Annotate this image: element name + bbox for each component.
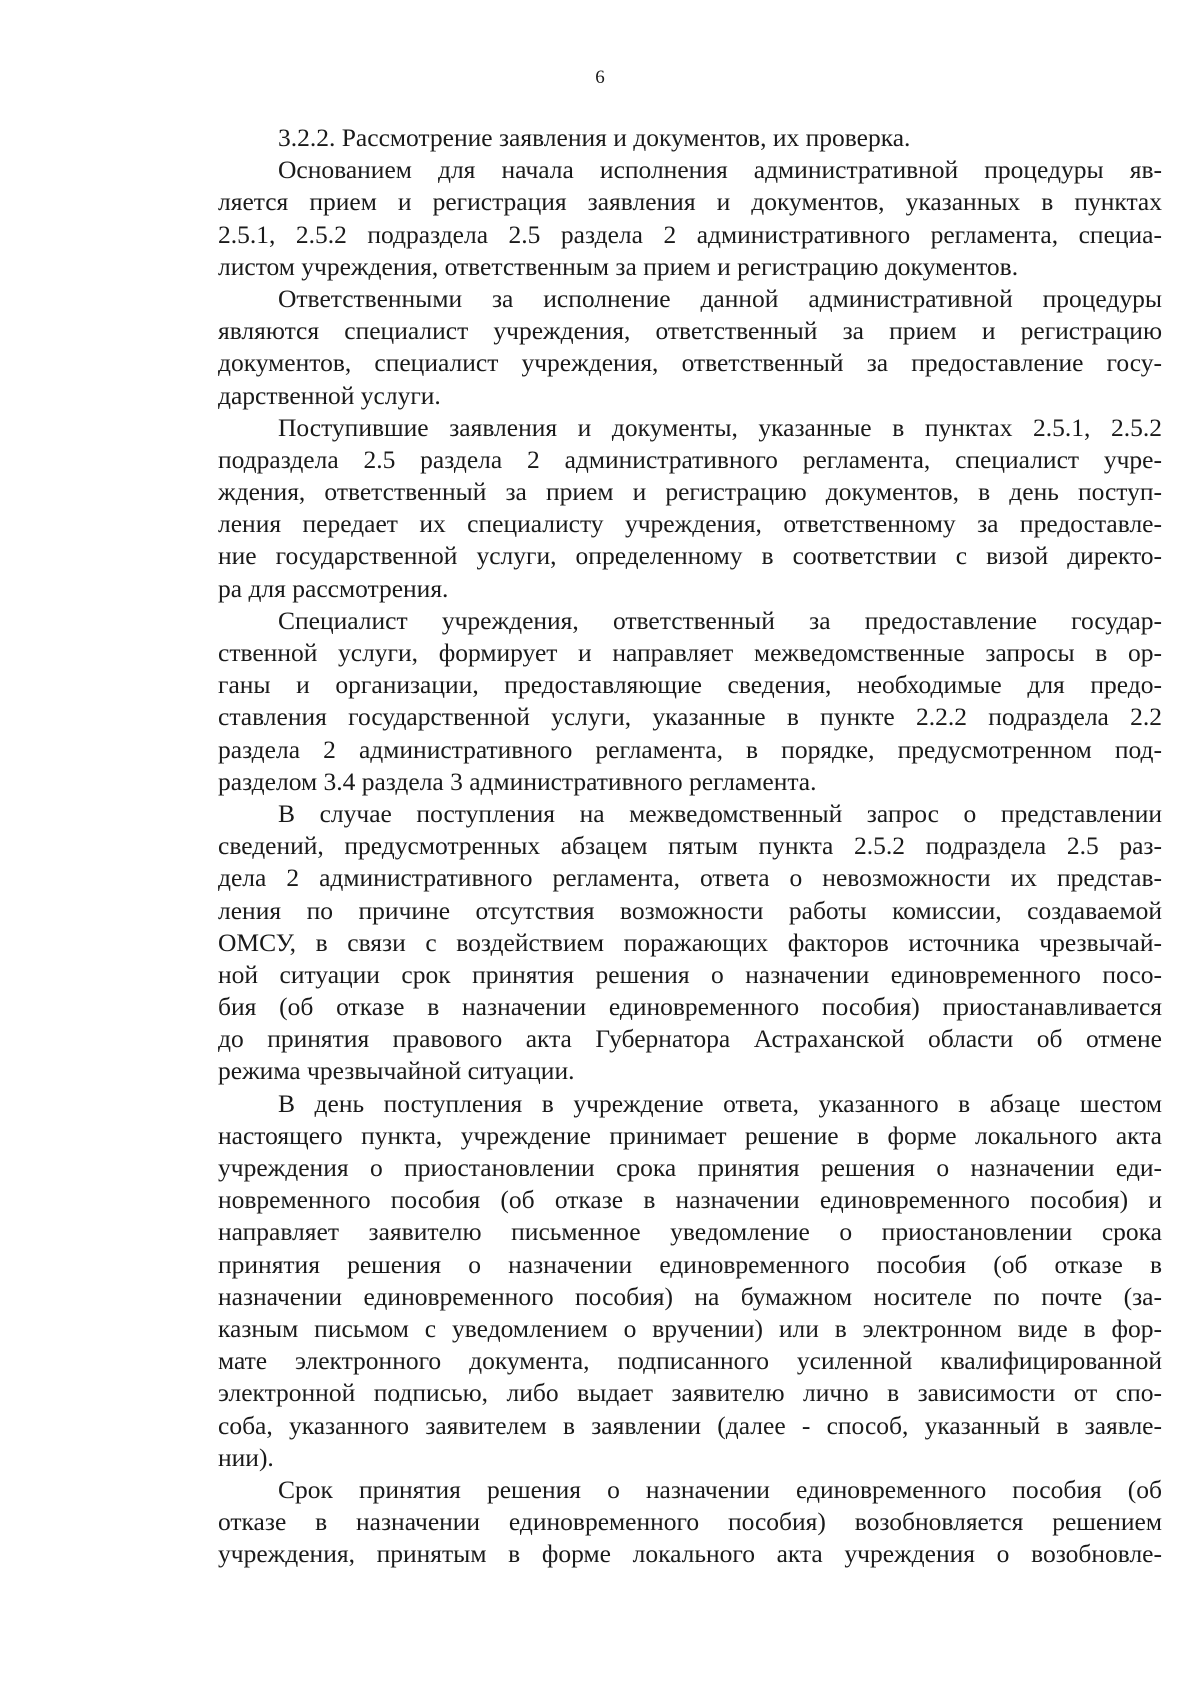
text-line: являются специалист учреждения, ответственный за прием и регистрацию	[218, 316, 1162, 346]
text-line: ственной услуги, формирует и направляет межведомственные запросы в ор-	[218, 638, 1162, 667]
text-line: ления по причине отсутствия возможности работы комиссии, создаваемой	[218, 895, 1162, 925]
text-line: ОМСУ, в связи с воздействием поражающих факторов источника чрезвычай-	[218, 927, 1162, 957]
text-line: документов, специалист учреждения, ответственный за предоставление госу-	[218, 348, 1162, 378]
text-line: 2.5.1, 2.5.2 подраздела 2.5 раздела 2 административного регламента, специа-	[218, 219, 1162, 249]
text-line: ждения, ответственный за прием и регистрацию документов, в день поступ-	[218, 477, 1162, 507]
text-line: новременного пособия (об отказе в назначении единовременного пособия) и	[218, 1185, 1162, 1215]
text-line: ставления государственной услуги, указанные в пункте 2.2.2 подраздела 2.2	[218, 702, 1162, 732]
text-line: бия (об отказе в назначении единовременного пособия) приостанавливается	[218, 992, 1162, 1022]
text-line: учреждения о приостановлении срока принятия решения о назначении еди-	[218, 1153, 1162, 1182]
text-line: ной ситуации срок принятия решения о назначении единовременного посо-	[218, 959, 1162, 989]
text-line: нии).	[218, 1442, 274, 1472]
text-line: В случае поступления на межведомственный запрос о представлении	[278, 798, 1162, 828]
text-line: сведений, предусмотренных абзацем пятым пункта 2.5.2 подраздела 2.5 раз-	[218, 831, 1162, 861]
text-line: Специалист учреждения, ответственный за предоставление государ-	[278, 605, 1162, 635]
text-line: Ответственными за исполнение данной административной процедуры	[278, 283, 1162, 313]
text-line: Поступившие заявления и документы, указанные в пунктах 2.5.1, 2.5.2	[278, 412, 1162, 442]
text-line: настоящего пункта, учреждение принимает решение в форме локального акта	[218, 1120, 1162, 1150]
text-line: до принятия правового акта Губернатора Астраханской области об отмене	[218, 1024, 1162, 1054]
document-body	[218, 122, 1162, 1570]
section-heading: 3.2.2. Рассмотрение заявления и документов, их проверка.	[278, 123, 911, 152]
text-line: ние государственной услуги, определенному в соответствии с визой директо-	[218, 541, 1162, 571]
text-line: ганы и организации, предоставляющие сведения, необходимые для предо-	[218, 670, 1162, 700]
text-line: дела 2 административного регламента, ответа о невозможности их представ-	[218, 863, 1162, 893]
text-line: Основанием для начала исполнения административной процедуры яв-	[278, 155, 1162, 185]
text-line: разделом 3.4 раздела 3 административного регламента.	[218, 766, 817, 796]
text-line: В день поступления в учреждение ответа, указанного в абзаце шестом	[278, 1088, 1162, 1118]
text-line: режима чрезвычайной ситуации.	[218, 1056, 575, 1086]
text-line: казным письмом с уведомлением о вручении) или в электронном виде в фор-	[218, 1313, 1162, 1343]
text-line: электронной подписью, либо выдает заявителю лично в зависимости от спо-	[218, 1378, 1162, 1408]
text-line: дарственной услуги.	[218, 380, 441, 410]
page-number: 6	[595, 67, 605, 88]
text-line: листом учреждения, ответственным за прием и регистрацию документов.	[218, 251, 1019, 281]
text-line: ления передает их специалисту учреждения, ответственному за предоставле-	[218, 509, 1162, 539]
text-line: назначении единовременного пособия) на бумажном носителе по почте (за-	[218, 1281, 1162, 1311]
text-line: учреждения, принятым в форме локального акта учреждения о возобновле-	[218, 1539, 1162, 1569]
text-line: раздела 2 административного регламента, в порядке, предусмотренном под-	[218, 734, 1162, 764]
text-line: мате электронного документа, подписанного усиленной квалифицированной	[218, 1346, 1162, 1376]
text-line: отказе в назначении единовременного пособия) возобновляется решением	[218, 1507, 1162, 1537]
text-line: Срок принятия решения о назначении единовременного пособия (об	[278, 1474, 1162, 1504]
text-line: подраздела 2.5 раздела 2 административного регламента, специалист учре-	[218, 444, 1162, 474]
text-line: направляет заявителю письменное уведомление о приостановлении срока	[218, 1217, 1162, 1247]
text-line: ра для рассмотрения.	[218, 573, 449, 603]
text-line: соба, указанного заявителем в заявлении (далее - способ, указанный в заявле-	[218, 1410, 1162, 1440]
text-line: принятия решения о назначении единовременного пособия (об отказе в	[218, 1249, 1162, 1279]
text-line: ляется прием и регистрация заявления и документов, указанных в пунктах	[218, 187, 1162, 217]
